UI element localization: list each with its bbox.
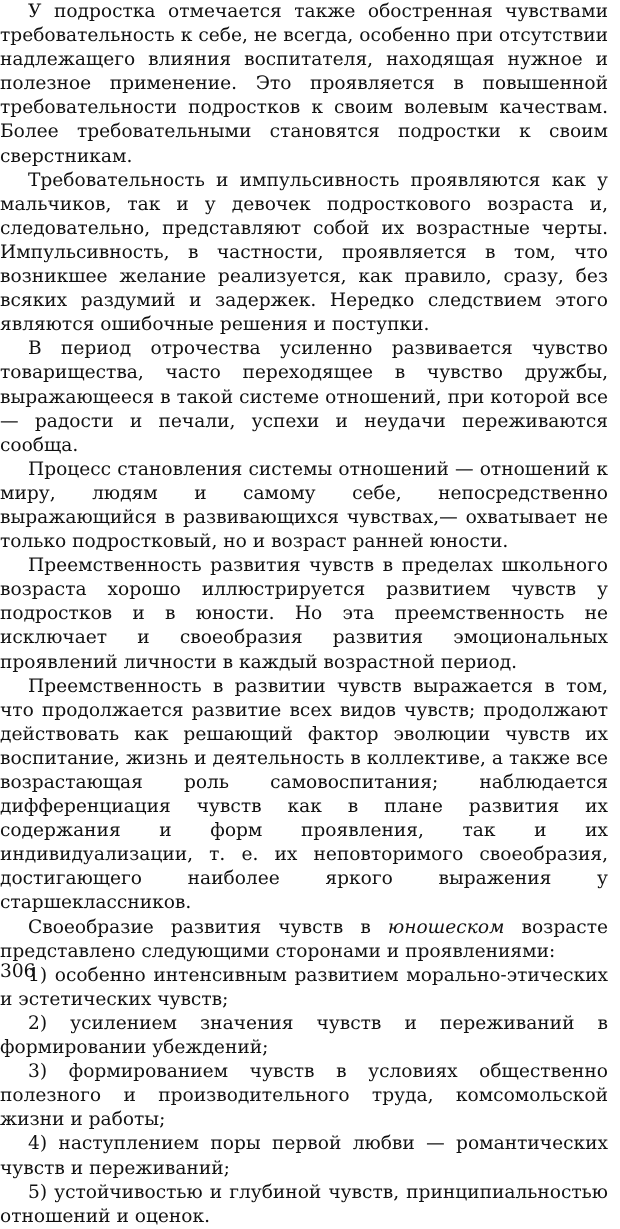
paragraph-3: В период отрочества усиленно развивается чувство товарищества, часто переходящее в чувство дружбы, выражающееся в такой системе отношений, при которой все — радости и печали, успехи и неудачи переживаются сообща. — [0, 338, 608, 456]
paragraph-5: Преемственность развития чувств в пределах школьного возраста хорошо иллюстрируется развитием чувств у подростков и в юности. Но эта преемственность не исключает и своеобразия развития эмоциональных проявлений личности в каждый возрастной период. — [0, 555, 608, 673]
paragraph-7-after: возрасте представлено следующими сторонами и проявлениями: — [0, 916, 609, 962]
page-number: 306 — [0, 961, 36, 982]
list-item-3: 3) формированием чувств в условиях общественно полезного и производительного труда, комсомольской жизни и работы; — [0, 1061, 608, 1131]
list-item-5: 5) устойчивостью и глубиной чувств, принципиальностью отношений и оценок. — [0, 1181, 608, 1227]
list-item-2: 2) усилением значения чувств и переживаний в формировании убеждений; — [0, 1012, 608, 1059]
paragraph-7 — [0, 916, 608, 964]
paragraph-1: У подростка отмечается также обостренная чувствами требовательность к себе, не всегда, особенно при отсутствии надлежащего влияния воспитателя, находящая нужное и полезное применение. Это проявляется в повышенной требовательности подростков к своим волевым качествам. Более требовательными становятся подростки к своим сверстникам. — [0, 1, 608, 167]
paragraph-4: Процесс становления системы отношений — отношений к миру, людям и самому себе, непосредственно выражающийся в развивающихся чувствах,— охватывает не только подростковый, но и возраст ранней юности. — [0, 458, 608, 553]
list-item-4: 4) наступлением поры первой любви — романтических чувств и переживаний; — [0, 1133, 608, 1179]
list-item-1: 1) особенно интенсивным развитием морально-этических и эстетических чувств; — [0, 964, 608, 1010]
italic-emphasis: юношеском — [387, 916, 505, 938]
paragraph-6: Преемственность в развитии чувств выражается в том, что продолжается развитие всех видов чувств; продолжают действовать как решающий фактор эволюции чувств их воспитание, жизнь и деятельность в коллективе, а также все возрастающая роль самовоспитания; наблюдается дифференциация чувств как в плане развития их содержания и форм проявления, так и их индивидуализации, т. е. их неповторимого своеобразия, достигающего наиболее яркого выражения у старшеклассников. — [0, 675, 608, 914]
paragraph-2: Требовательность и импульсивность проявляются как у мальчиков, так и у девочек подросткового возраста и, следовательно, представляют собой их возрастные черты. Импульсивность, в частности, проявляется в том, что возникшее желание реализуется, как правило, сразу, без всяких раздумий и задержек. Нередко следствием этого являются ошибочные решения и поступки. — [0, 169, 608, 336]
paragraph-7-before: Своеобразие развития чувств в — [28, 916, 388, 938]
